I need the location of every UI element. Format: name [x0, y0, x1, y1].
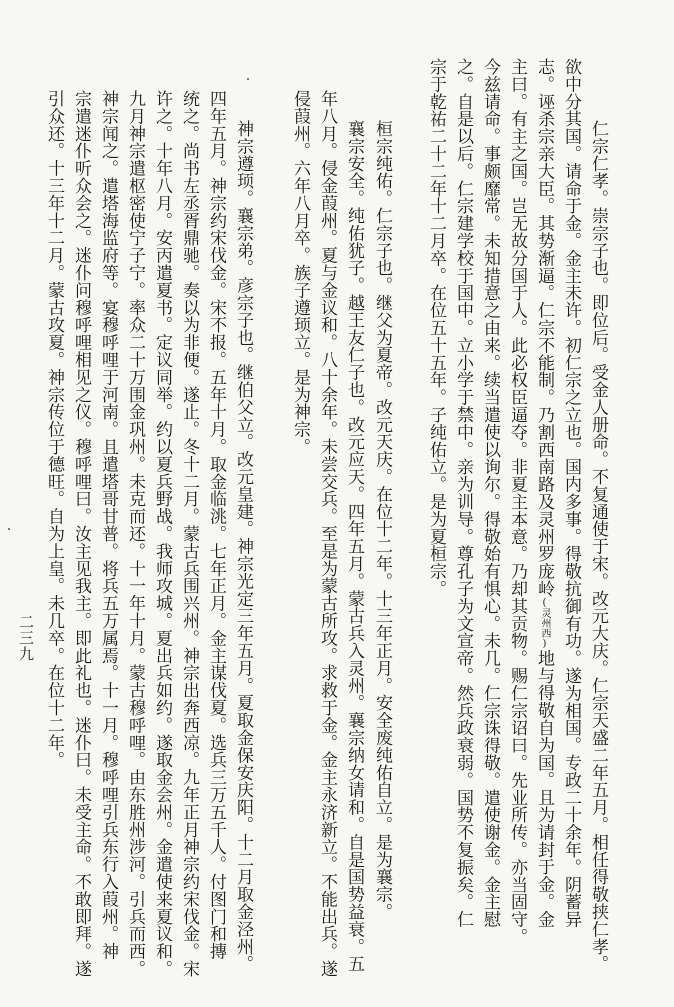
text-column-13: 四年五月。神宗约宋伐金。宋不报。五年十月。取金临洮。七年正月。金主谋伐夏。选兵三万五千人。付图门和摶 [206, 90, 226, 960]
scan-speck [8, 528, 10, 530]
text-column-10: 年八月。侵金葭州。夏与金议和。八十余年。未尝交兵。至是为蒙古所攻。求救于金。金主永济新立。不能出兵。遂 [317, 90, 337, 978]
text-column-16: 九月神宗遣枢密使宁子宁。率众二十万围金巩州。未克而还。十一年十月。蒙古穆呼哩。由东胜州涉河。引兵而西。 [125, 90, 145, 978]
scan-speck [247, 78, 249, 80]
page-number: 二三九 [17, 614, 35, 662]
text-column-6: 之。自是以后。仁宗建学校于国中。立小学于禁中。亲为训导。尊孔子为文宣帝。然兵政衰弱。国势不复振矣。仁 [453, 58, 473, 928]
text-column-3-part-b: 地与得敬自为国。且为请封于金。金 [534, 649, 554, 928]
text-column-4: 主曰。有主之国。岂无故分国于人。此必权臣逼夺。非夏主本意。乃却其贡物。赐仁宗诏曰。先业所传。亦当固守。 [507, 58, 527, 946]
text-column-17: 神宗闻之。遣塔海监府等。宴穆呼哩于河南。且遣塔哥甘普。将兵五万属焉。十一月。穆呼哩引兵东行入葭州。神 [98, 90, 118, 960]
text-column-8: 桓宗纯佑。仁宗子也。继父为夏帝。改元天庆。在位十二年。十三年正月。安全废纯佑自立。是为襄宗。 [372, 120, 392, 921]
text-column-1: 仁宗仁孝。崇宗子也。即位后。受金人册命。不复通使于宋。改元大庆。仁宗天盛二年五月。相任得敬挟仁孝。 [588, 120, 608, 973]
text-column-18: 宗遣迷仆听众会之。迷仆问穆呼哩相见之仪。穆呼哩曰。汝主见我主。即此礼也。迷仆曰。未受主命。不敢即拜。遂 [71, 90, 91, 978]
text-column-3-part-a: 志。诬杀宗亲大臣。其势渐逼。仁宗不能制。乃割西南路及灵州罗庞岭 [534, 58, 554, 598]
text-column-12: 神宗遵顼。襄宗弟。彦宗子也。继伯父立。改元皇建。神宗光定三年五月。夏取金保安庆阳。十二月取金泾州。 [233, 120, 253, 973]
text-column-9: 襄宗安全。纯佑犹子。越王友仁子也。改元应天。四年五月。蒙古兵入灵州。襄宗纳女请和。自是国势益衰。五 [344, 120, 364, 973]
text-column-15: 许之。十年八月。安丙遣夏书。定议同举。约以夏兵野战。我师攻城。夏出兵如约。遂取金会州。金遣使来夏议和。 [152, 90, 172, 978]
text-column-19: 引众还。十三年十二月。蒙古攻夏。神宗传位于德旺。自为上皇。未几卒。在位十二年。 [44, 90, 64, 769]
inline-annotation: (灵州西) [539, 597, 550, 650]
text-column-2: 欲中分其国。请命于金。金主未许。初仁宗之立也。国内多事。得敬抗御有功。遂为相国。专政二十余年。阴蓄异 [561, 58, 581, 928]
text-column-7: 宗于乾祐二十二年十二月卒。在位五十五年。子纯佑立。是为夏桓宗。 [426, 58, 446, 598]
text-column-3 [531, 58, 557, 928]
text-column-5: 今兹请命。事颇靡常。未知措意之由来。续当遣使以询尔。得敬始有惧心。未几。仁宗诛得敬。遣使谢金。金主慰 [480, 58, 500, 928]
text-column-14: 统之。尚书左丞胥鼎驰。奏以为非便。遂止。冬十二月。蒙古兵围兴州。神宗出奔西凉。九年正月神宗约宋伐金。宋 [179, 90, 199, 978]
text-column-11: 侵葭州。六年八月卒。族子遵顼立。是为神宗。 [290, 90, 310, 456]
